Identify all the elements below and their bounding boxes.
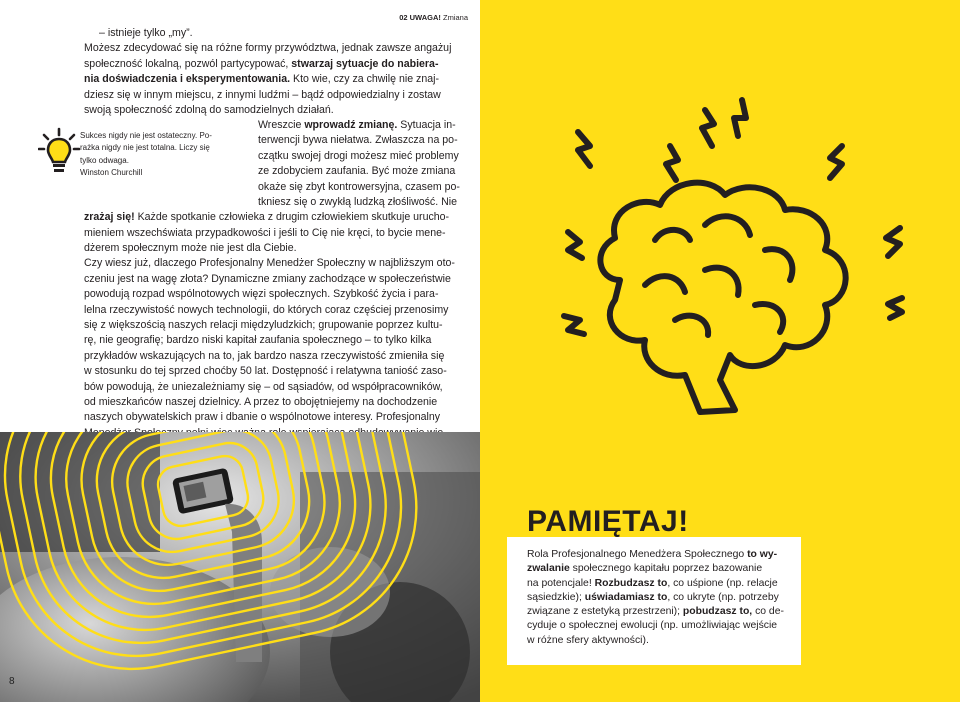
text-line: lelna rzeczywistość nowych technologii, do których coraz częściej przenosimy (84, 303, 449, 316)
text-line: Wreszcie wprowadź zmianę. Sytuacja in- (258, 119, 456, 131)
text-line: – istnieje tylko „my”. (99, 27, 193, 39)
quote-author: Winston Churchill (80, 168, 143, 178)
text-line: czątku swojej drogi możesz mieć problemy (258, 150, 459, 162)
page-number: 8 (9, 676, 15, 687)
text-line: mieniem wszechświata przypadkowości i jeśli to Cię nie kręci, to bycie mene- (84, 227, 446, 239)
remember-title: PAMIĘTAJ! (527, 505, 689, 538)
text-line: dżerem społecznym może nie jest dla Ciebie. (84, 242, 297, 254)
photo (0, 432, 480, 702)
text-line: Czy wiesz już, dlaczego Profesjonalny Menedżer Społeczny w najbliższym oto- (84, 257, 455, 270)
right-page (480, 0, 960, 702)
text-line: w stosunku do tej sprzed choćby 50 lat. Dostępność i relatywna taniość zaso- (84, 365, 447, 378)
text-line: od mieszkańców naszej dzielnicy. A przez to obojętniejemy na dochodzenie (84, 396, 438, 408)
page-header: 02 UWAGA! Zmiana (399, 13, 468, 22)
text-line: się z większością naszych relacji międzyludzkich; grupowanie poprzez kultu- (84, 319, 443, 331)
quote: Sukces nigdy nie jest ostateczny. Po- rażka nigdy nie jest totalna. Liczy się tylko odwaga. Winston Churchill (80, 130, 212, 180)
text-line: powodują rozpad wspólnotowych więzi społecznych. Szybkość życia i para- (84, 288, 439, 301)
text-line: ze zdobyciem zaufania. Być może zmiana (258, 165, 456, 177)
text-line: czeniu jest na wagę złota? Dynamiczne zmiany zachodzące w społeczeństwie (84, 272, 451, 285)
text-line: okaże się zbyt kontrowersyjna, czasem po- (258, 181, 460, 193)
text-line: przykładów wskazujących na to, jak bardzo nasza rzeczywistość zmieniła się (84, 349, 445, 362)
text-line: społeczność lokalną, pozwól partycypować, stwarzaj sytuacje do nabiera- (84, 58, 439, 70)
text-line: rę, nie geografię; bardzo niski kapitał zaufania społecznego – to tylko kilka (84, 334, 432, 347)
text-line: zrażaj się! Każde spotkanie człowieka z drugim człowiekiem skutkuje urucho- (84, 211, 450, 223)
lightbulb-icon (38, 127, 80, 177)
text-line: tkniesz się o zwykłą ludzką złośliwość. Nie (258, 196, 457, 208)
text-line: nia doświadczenia i eksperymentowania. Kto wie, czy za chwilę nie znaj- (84, 73, 440, 85)
remember-text: Rola Profesjonalnego Menedżera Społecznego to wy- zwalanie społecznego kapitału poprzez bazowanie na potencjale! Rozbudzasz to, co uśpione (np. relacje sąsiedzkie); uświadamiasz to, co ukryte (np. potrzeby związane z estetyką przestrzeni); pobudzasz to, co de- cyduje o społecznej ewolucji (np. umożliwiając wejście w różne sfery aktywności). (527, 549, 784, 646)
text-line: terwencji bywa niełatwa. Zwłaszcza na po- (258, 134, 458, 146)
text-line: naszych obywatelskich praw i dbanie o wspólnotowe interesy. Profesjonalny (84, 411, 441, 424)
text-line: swoją społeczność zdolną do samodzielnych działań. (84, 104, 334, 116)
text-line: Możesz zdecydować się na różne formy przywództwa, jednak zawsze angażuj (84, 42, 452, 54)
text-line: dziesz się w innym miejscu, z innymi ludźmi – bądź odpowiedzialny i zostaw (84, 89, 441, 101)
text-line: bów powodują, że uniezależniamy się – od sąsiadów, od współpracowników, (84, 380, 443, 393)
